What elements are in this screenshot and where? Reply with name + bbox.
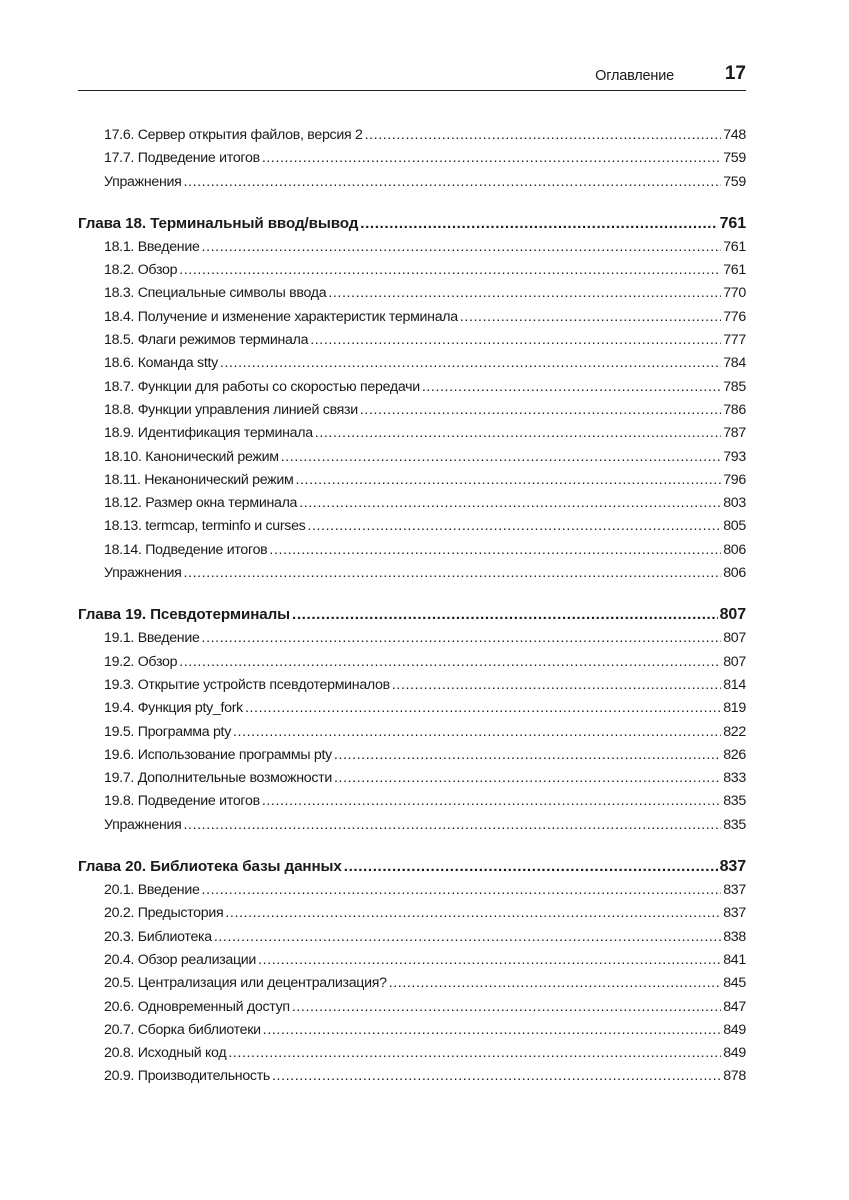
toc-entry-page: 761 xyxy=(723,238,746,255)
toc-entry-label: 20.1. Введение xyxy=(104,882,200,899)
dot-leader xyxy=(360,211,717,236)
toc-entry[interactable] xyxy=(78,329,746,352)
dot-leader xyxy=(272,1065,721,1088)
dot-leader xyxy=(422,376,721,399)
toc-entry-page: 807 xyxy=(723,630,746,647)
toc-entry[interactable] xyxy=(78,446,746,469)
toc-entry-label: 18.2. Обзор xyxy=(104,262,178,279)
toc-entry[interactable] xyxy=(78,1042,746,1065)
toc-entry-label: 20.9. Производительность xyxy=(104,1068,271,1085)
dot-leader xyxy=(360,399,721,422)
toc-entry[interactable] xyxy=(78,562,746,585)
toc-entry-label: 18.5. Флаги режимов терминала xyxy=(104,332,309,349)
toc-section xyxy=(78,854,746,1089)
dot-leader xyxy=(269,539,721,562)
toc-entry-label: 19.4. Функция pty_fork xyxy=(104,700,243,717)
toc-entry-label: 18.1. Введение xyxy=(104,238,200,255)
toc-entry-label: 17.6. Сервер открытия файлов, версия 2 xyxy=(104,127,363,143)
toc-entry-label: 18.9. Идентификация терминала xyxy=(104,425,313,442)
toc-entry-page: 847 xyxy=(723,998,746,1015)
toc-entry-label: 20.7. Сборка библиотеки xyxy=(104,1021,261,1038)
toc-entry-label: 20.3. Библиотека xyxy=(104,928,212,945)
toc-entry[interactable] xyxy=(78,1019,746,1042)
dot-leader xyxy=(179,651,721,674)
dot-leader xyxy=(334,767,721,790)
toc-entry-label: 19.8. Подведение итогов xyxy=(104,793,260,810)
toc-entry[interactable] xyxy=(78,376,746,399)
toc-entry-page: 748 xyxy=(723,127,746,143)
toc-entry[interactable] xyxy=(78,949,746,972)
dot-leader xyxy=(228,1042,721,1065)
toc-entry-page: 814 xyxy=(723,676,746,693)
toc-entry-label: 18.10. Канонический режим xyxy=(104,448,279,465)
toc-entry-page: 806 xyxy=(723,541,746,558)
toc-entry-page: 759 xyxy=(723,173,746,190)
dot-leader xyxy=(202,236,722,259)
dot-leader xyxy=(292,996,721,1019)
toc-entry[interactable] xyxy=(78,306,746,329)
toc-chapter-label: Глава 20. Библиотека базы данных xyxy=(78,858,342,876)
toc-entry-label: 19.3. Открытие устройств псевдотерминалов xyxy=(104,676,390,693)
table-of-contents xyxy=(78,124,746,1089)
toc-entry-page: 878 xyxy=(723,1068,746,1085)
toc-chapter-heading[interactable] xyxy=(78,854,746,879)
dot-leader xyxy=(258,949,721,972)
dot-leader xyxy=(389,972,722,995)
toc-entry[interactable] xyxy=(78,767,746,790)
toc-entry-page: 807 xyxy=(723,653,746,670)
toc-entry-page: 805 xyxy=(723,518,746,535)
toc-entry[interactable] xyxy=(78,972,746,995)
toc-entry[interactable] xyxy=(78,492,746,515)
dot-leader xyxy=(334,744,721,767)
dot-leader xyxy=(245,697,721,720)
toc-entry-label: 20.6. Одновременный доступ xyxy=(104,998,290,1015)
toc-entry-page: 837 xyxy=(723,905,746,922)
toc-entry-label: 18.7. Функции для работы со скоростью передачи xyxy=(104,378,420,395)
dot-leader xyxy=(214,926,721,949)
toc-entry-page: 776 xyxy=(723,308,746,325)
dot-leader xyxy=(460,306,721,329)
dot-leader xyxy=(184,562,722,585)
running-head-title: Оглавление xyxy=(595,68,674,84)
toc-entry-page: 835 xyxy=(723,816,746,833)
toc-entry[interactable] xyxy=(78,926,746,949)
toc-entry-page: 777 xyxy=(723,332,746,349)
toc-entry-label: 19.6. Использование программы pty xyxy=(104,746,332,763)
toc-entry[interactable] xyxy=(78,422,746,445)
dot-leader xyxy=(202,879,722,902)
dot-leader xyxy=(262,147,721,170)
toc-entry-page: 803 xyxy=(723,495,746,512)
toc-entry[interactable] xyxy=(78,996,746,1019)
toc-chapter-page: 761 xyxy=(719,214,746,232)
toc-entry-label: 20.5. Централизация или децентрализация? xyxy=(104,975,387,992)
toc-chapter-label: Глава 18. Терминальный ввод/вывод xyxy=(78,214,359,232)
toc-entry-label: Упражнения xyxy=(104,816,182,833)
toc-entry[interactable] xyxy=(78,814,746,837)
toc-entry-label: 18.13. termcap, terminfo и curses xyxy=(104,518,306,535)
toc-entry-label: 20.8. Исходный код xyxy=(104,1045,227,1062)
toc-entry-label: 18.8. Функции управления линией связи xyxy=(104,401,358,418)
toc-entry-label: 19.2. Обзор xyxy=(104,653,178,670)
toc-entry-label: 20.2. Предыстория xyxy=(104,905,224,922)
toc-entry-page: 835 xyxy=(723,793,746,810)
toc-entry[interactable] xyxy=(78,744,746,767)
toc-entry-page: 837 xyxy=(723,882,746,899)
dot-leader xyxy=(392,674,721,697)
toc-entry-label: 18.4. Получение и изменение характеристик терминала xyxy=(104,308,458,325)
toc-entry[interactable] xyxy=(78,352,746,375)
toc-entry-page: 759 xyxy=(723,150,746,167)
toc-entry-page: 770 xyxy=(723,285,746,302)
dot-leader xyxy=(263,1019,721,1042)
toc-entry-label: 19.7. Дополнительные возможности xyxy=(104,770,332,787)
toc-entry-page: 786 xyxy=(723,401,746,418)
toc-entry-page: 849 xyxy=(723,1021,746,1038)
toc-entry-page: 841 xyxy=(723,951,746,968)
toc-entry[interactable] xyxy=(78,124,746,147)
toc-entry[interactable] xyxy=(78,236,746,259)
dot-leader xyxy=(281,446,722,469)
toc-entry[interactable] xyxy=(78,697,746,720)
toc-section xyxy=(78,124,746,194)
dot-leader xyxy=(220,352,721,375)
dot-leader xyxy=(184,814,722,837)
dot-leader xyxy=(365,124,722,147)
dot-leader xyxy=(299,492,721,515)
toc-entry-label: 18.6. Команда stty xyxy=(104,355,218,372)
toc-entry-label: 18.11. Неканонический режим xyxy=(104,471,294,488)
toc-entry-page: 785 xyxy=(723,378,746,395)
toc-section xyxy=(78,211,746,585)
toc-entry[interactable] xyxy=(78,259,746,282)
dot-leader xyxy=(202,627,722,650)
toc-entry-label: 19.5. Программа pty xyxy=(104,723,231,740)
toc-entry[interactable] xyxy=(78,721,746,744)
toc-entry[interactable] xyxy=(78,539,746,562)
toc-entry-page: 787 xyxy=(723,425,746,442)
toc-entry[interactable] xyxy=(78,674,746,697)
toc-entry[interactable] xyxy=(78,651,746,674)
toc-entry-page: 822 xyxy=(723,723,746,740)
toc-section xyxy=(78,602,746,837)
toc-entry-page: 833 xyxy=(723,770,746,787)
dot-leader xyxy=(307,515,721,538)
dot-leader xyxy=(328,282,721,305)
toc-entry-page: 793 xyxy=(723,448,746,465)
toc-entry-label: 18.14. Подведение итогов xyxy=(104,541,268,558)
dot-leader xyxy=(315,422,721,445)
toc-entry[interactable] xyxy=(78,879,746,902)
toc-entry-page: 784 xyxy=(723,355,746,372)
toc-entry-label: 20.4. Обзор реализации xyxy=(104,951,257,968)
toc-entry[interactable] xyxy=(78,399,746,422)
toc-chapter-label: Глава 19. Псевдотерминалы xyxy=(78,606,291,624)
dot-leader xyxy=(295,469,721,492)
dot-leader xyxy=(310,329,721,352)
toc-entry[interactable] xyxy=(78,902,746,925)
toc-entry-label: 19.1. Введение xyxy=(104,630,200,647)
toc-entry[interactable] xyxy=(78,147,746,170)
toc-chapter-heading[interactable] xyxy=(78,211,746,236)
toc-entry[interactable] xyxy=(78,282,746,305)
toc-entry-page: 845 xyxy=(723,975,746,992)
toc-entry-page: 826 xyxy=(723,746,746,763)
toc-entry-page: 806 xyxy=(723,565,746,582)
toc-entry-label: 17.7. Подведение итогов xyxy=(104,150,260,167)
toc-entry[interactable] xyxy=(78,469,746,492)
toc-entry-label: 18.12. Размер окна терминала xyxy=(104,495,298,512)
page-number: 17 xyxy=(724,63,746,84)
dot-leader xyxy=(262,790,721,813)
toc-entry[interactable] xyxy=(78,627,746,650)
toc-entry-page: 819 xyxy=(723,700,746,717)
dot-leader xyxy=(184,171,722,194)
toc-entry-label: 18.3. Специальные символы ввода xyxy=(104,285,327,302)
dot-leader xyxy=(179,259,721,282)
dot-leader xyxy=(344,854,718,879)
toc-entry[interactable] xyxy=(78,171,746,194)
toc-entry-page: 796 xyxy=(723,471,746,488)
toc-chapter-page: 807 xyxy=(719,606,746,624)
toc-entry-label: Упражнения xyxy=(104,173,182,190)
toc-entry-page: 849 xyxy=(723,1045,746,1062)
toc-entry[interactable] xyxy=(78,1065,746,1088)
dot-leader xyxy=(225,902,721,925)
page-header xyxy=(78,62,746,91)
toc-chapter-page: 837 xyxy=(719,858,746,876)
dot-leader xyxy=(292,602,718,627)
toc-entry[interactable] xyxy=(78,790,746,813)
toc-entry[interactable] xyxy=(78,515,746,538)
toc-chapter-heading[interactable] xyxy=(78,602,746,627)
toc-entry-page: 838 xyxy=(723,928,746,945)
dot-leader xyxy=(233,721,721,744)
toc-entry-page: 761 xyxy=(723,262,746,279)
toc-entry-label: Упражнения xyxy=(104,565,182,582)
